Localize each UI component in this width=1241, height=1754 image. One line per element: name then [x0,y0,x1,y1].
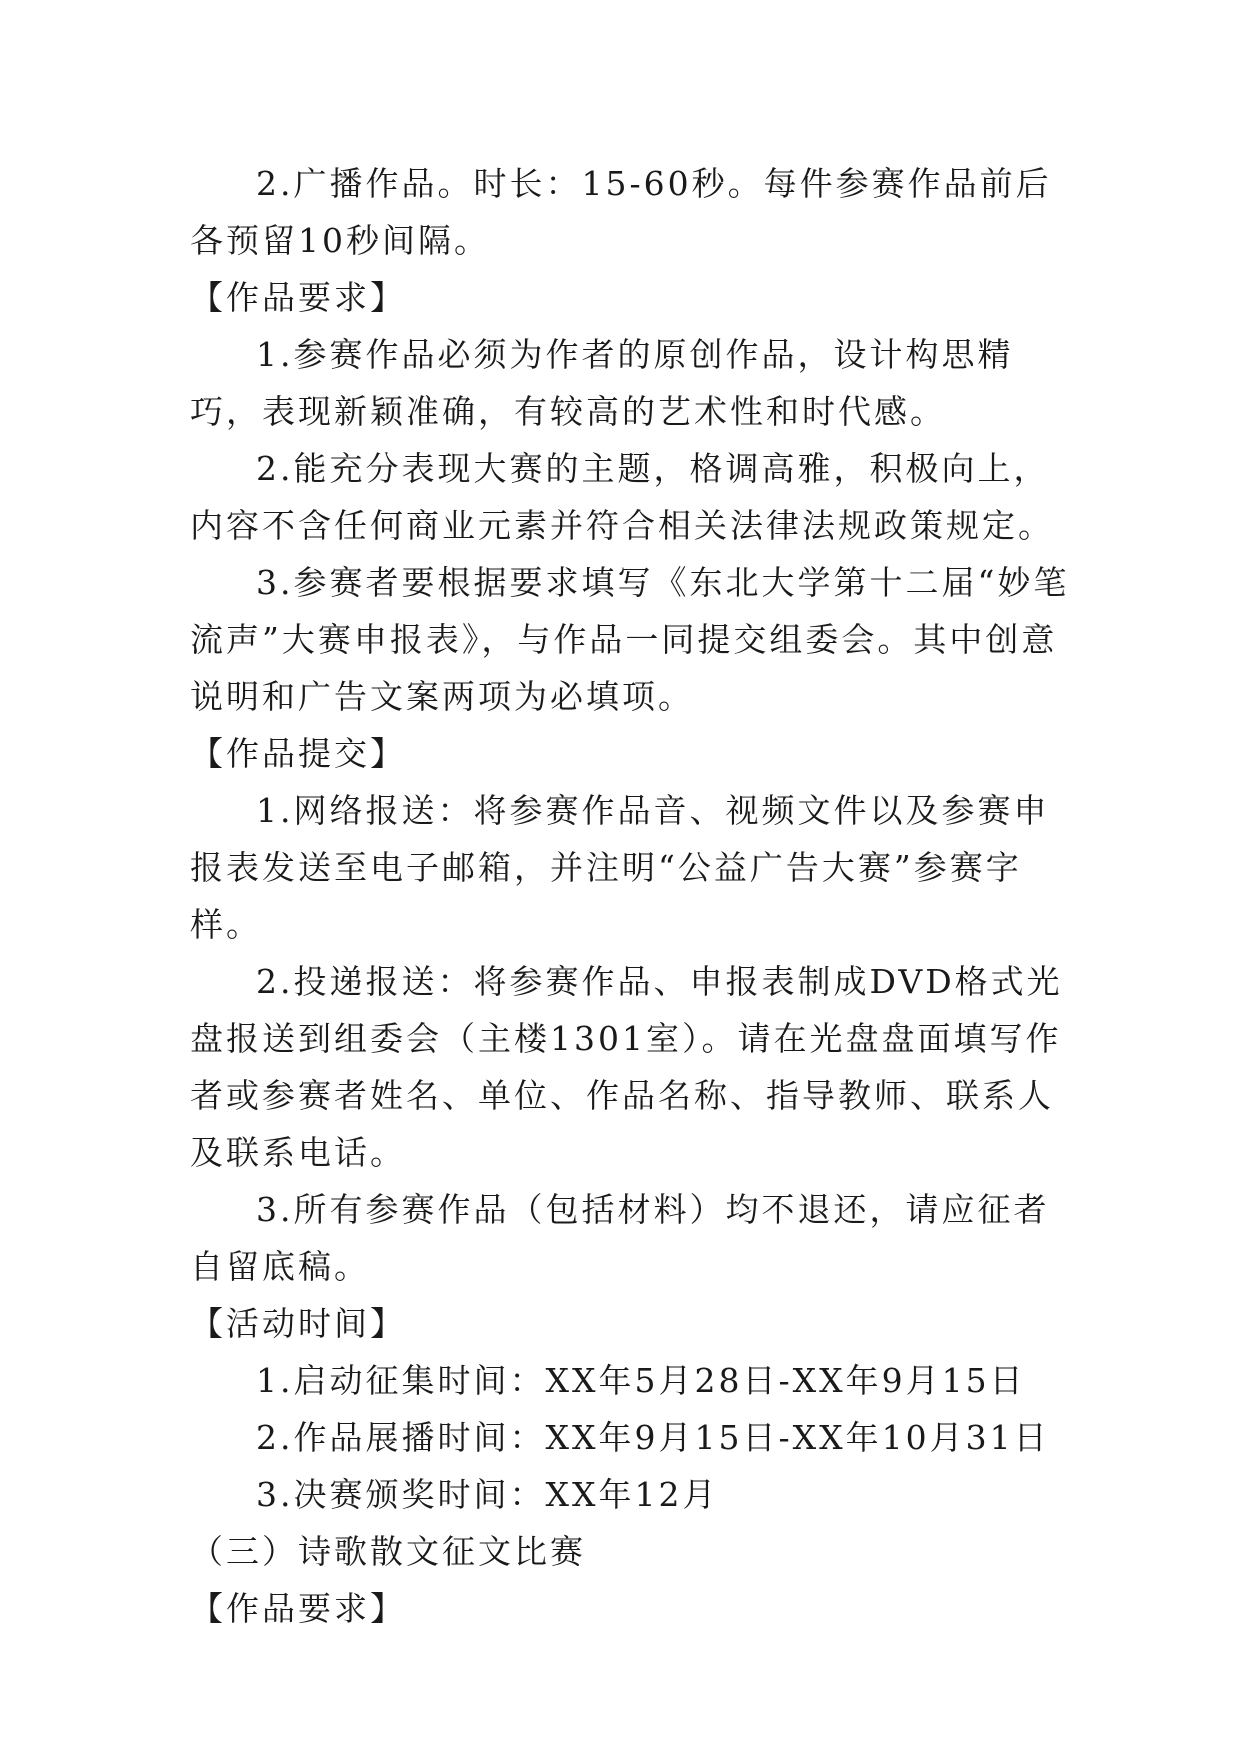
heading-activity-time: 【活动时间】 [190,1304,406,1343]
paragraph-requirement-2: 2.能充分表现大赛的主题，格调高雅，积极向上，内容不含任何商业元素并符合相关法律法规政策规定。 [190,449,1054,545]
heading-work-requirements-2: 【作品要求】 [190,1589,406,1628]
paragraph-requirement-1: 1.参赛作品必须为作者的原创作品，设计构思精巧，表现新颖准确，有较高的艺术性和时代感。 [190,335,1014,431]
heading-work-submission: 【作品提交】 [190,734,406,773]
heading-work-requirements: 【作品要求】 [190,278,406,317]
document-body [190,155,1070,1637]
heading-poetry-contest: （三）诗歌散文征文比赛 [190,1532,586,1571]
paragraph-submission-2: 2.投递报送：将参赛作品、申报表制成DVD格式光盘报送到组委会（主楼1301室）。请在光盘盘面填写作者或参赛者姓名、单位、作品名称、指导教师、联系人及联系电话。 [190,962,1063,1172]
paragraph-time-2: 2.作品展播时间：XX年9月15日-XX年10月31日 [256,1418,1050,1457]
paragraph-time-1: 1.启动征集时间：XX年5月28日-XX年9月15日 [256,1361,1026,1400]
paragraph-submission-3: 3.所有参赛作品（包括材料）均不退还，请应征者自留底稿。 [190,1190,1050,1286]
paragraph-requirement-3: 3.参赛者要根据要求填写《东北大学第十二届“妙笔流声”大赛申报表》，与作品一同提交组委会。其中创意说明和广告文案两项为必填项。 [190,563,1070,716]
paragraph-submission-1: 1.网络报送：将参赛作品音、视频文件以及参赛申报表发送至电子邮箱，并注明“公益广告大赛”参赛字样。 [190,791,1050,944]
paragraph-broadcast-works: 2.广播作品。时长：15-60秒。每件参赛作品前后各预留10秒间隔。 [190,164,1052,260]
paragraph-time-3: 3.决赛颁奖时间：XX年12月 [256,1475,719,1514]
